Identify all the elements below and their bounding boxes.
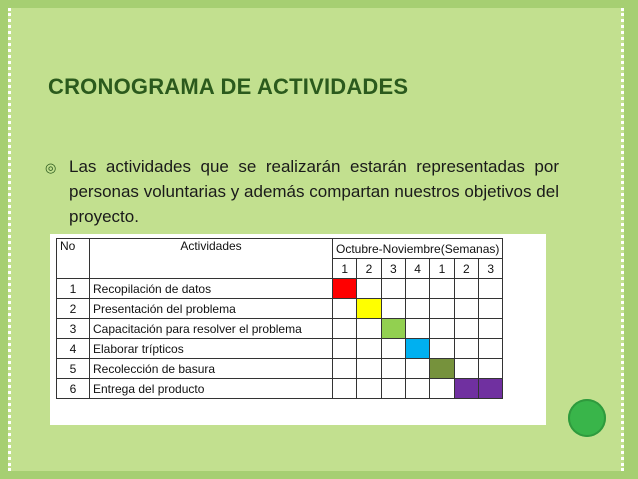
row-activity: Recopilación de datos [90, 279, 333, 299]
body-paragraph: Las actividades que se realizarán estarán representadas por personas voluntarias y además compartan nuestros objetivos del proyecto. [69, 157, 559, 226]
schedule-table-image [50, 234, 546, 425]
week-cell [430, 379, 454, 399]
week-cell [478, 279, 502, 299]
week-cell [381, 339, 405, 359]
scheduled-week-cell [381, 319, 405, 339]
slide-title: CRONOGRAMA DE ACTIVIDADES [48, 74, 409, 99]
week-cell [430, 319, 454, 339]
row-number: 2 [57, 299, 90, 319]
week-cell [405, 299, 429, 319]
week-cell [454, 279, 478, 299]
row-number: 6 [57, 379, 90, 399]
row-activity: Elaborar trípticos [90, 339, 333, 359]
week-header-cell: 3 [381, 259, 405, 279]
week-cell [478, 339, 502, 359]
week-cell [454, 359, 478, 379]
row-activity: Recolección de basura [90, 359, 333, 379]
week-header-cell: 3 [478, 259, 502, 279]
week-cell [478, 359, 502, 379]
table-row [57, 319, 503, 339]
week-cell [333, 359, 357, 379]
ring-bullet-icon: ◎ [45, 160, 57, 175]
scheduled-week-cell [454, 379, 478, 399]
week-cell [478, 319, 502, 339]
week-cell [357, 359, 381, 379]
week-cell [405, 379, 429, 399]
week-cell [454, 319, 478, 339]
week-cell [333, 319, 357, 339]
scheduled-week-cell [333, 279, 357, 299]
table-row [57, 379, 503, 399]
week-cell [333, 379, 357, 399]
scheduled-week-cell [430, 359, 454, 379]
schedule-table [56, 238, 503, 399]
week-cell [430, 339, 454, 359]
week-header-cell: 4 [405, 259, 429, 279]
header-period: Octubre-Noviembre(Semanas) [333, 239, 503, 259]
header-activities: Actividades [90, 239, 333, 279]
week-cell [357, 319, 381, 339]
row-number: 1 [57, 279, 90, 299]
week-cell [405, 279, 429, 299]
header-no: No [57, 239, 90, 279]
week-header-cell: 2 [357, 259, 381, 279]
week-cell [333, 339, 357, 359]
week-cell [405, 359, 429, 379]
week-cell [357, 279, 381, 299]
scheduled-week-cell [405, 339, 429, 359]
week-header-cell: 1 [430, 259, 454, 279]
table-row [57, 299, 503, 319]
decorative-circle [568, 399, 606, 437]
row-number: 3 [57, 319, 90, 339]
row-activity: Presentación del problema [90, 299, 333, 319]
table-row [57, 359, 503, 379]
week-cell [381, 359, 405, 379]
week-cell [454, 299, 478, 319]
week-cell [357, 379, 381, 399]
week-cell [381, 379, 405, 399]
table-row [57, 339, 503, 359]
week-cell [454, 339, 478, 359]
week-cell [381, 279, 405, 299]
week-cell [430, 279, 454, 299]
week-header-cell: 1 [333, 259, 357, 279]
week-cell [478, 299, 502, 319]
row-activity: Capacitación para resolver el problema [90, 319, 333, 339]
scheduled-week-cell [357, 299, 381, 319]
week-cell [333, 299, 357, 319]
week-header-cell: 2 [454, 259, 478, 279]
scheduled-week-cell [478, 379, 502, 399]
table-row [57, 279, 503, 299]
row-activity: Entrega del producto [90, 379, 333, 399]
week-cell [381, 299, 405, 319]
row-number: 5 [57, 359, 90, 379]
week-cell [430, 299, 454, 319]
row-number: 4 [57, 339, 90, 359]
table-header-row [57, 239, 503, 259]
week-cell [405, 319, 429, 339]
week-cell [357, 339, 381, 359]
